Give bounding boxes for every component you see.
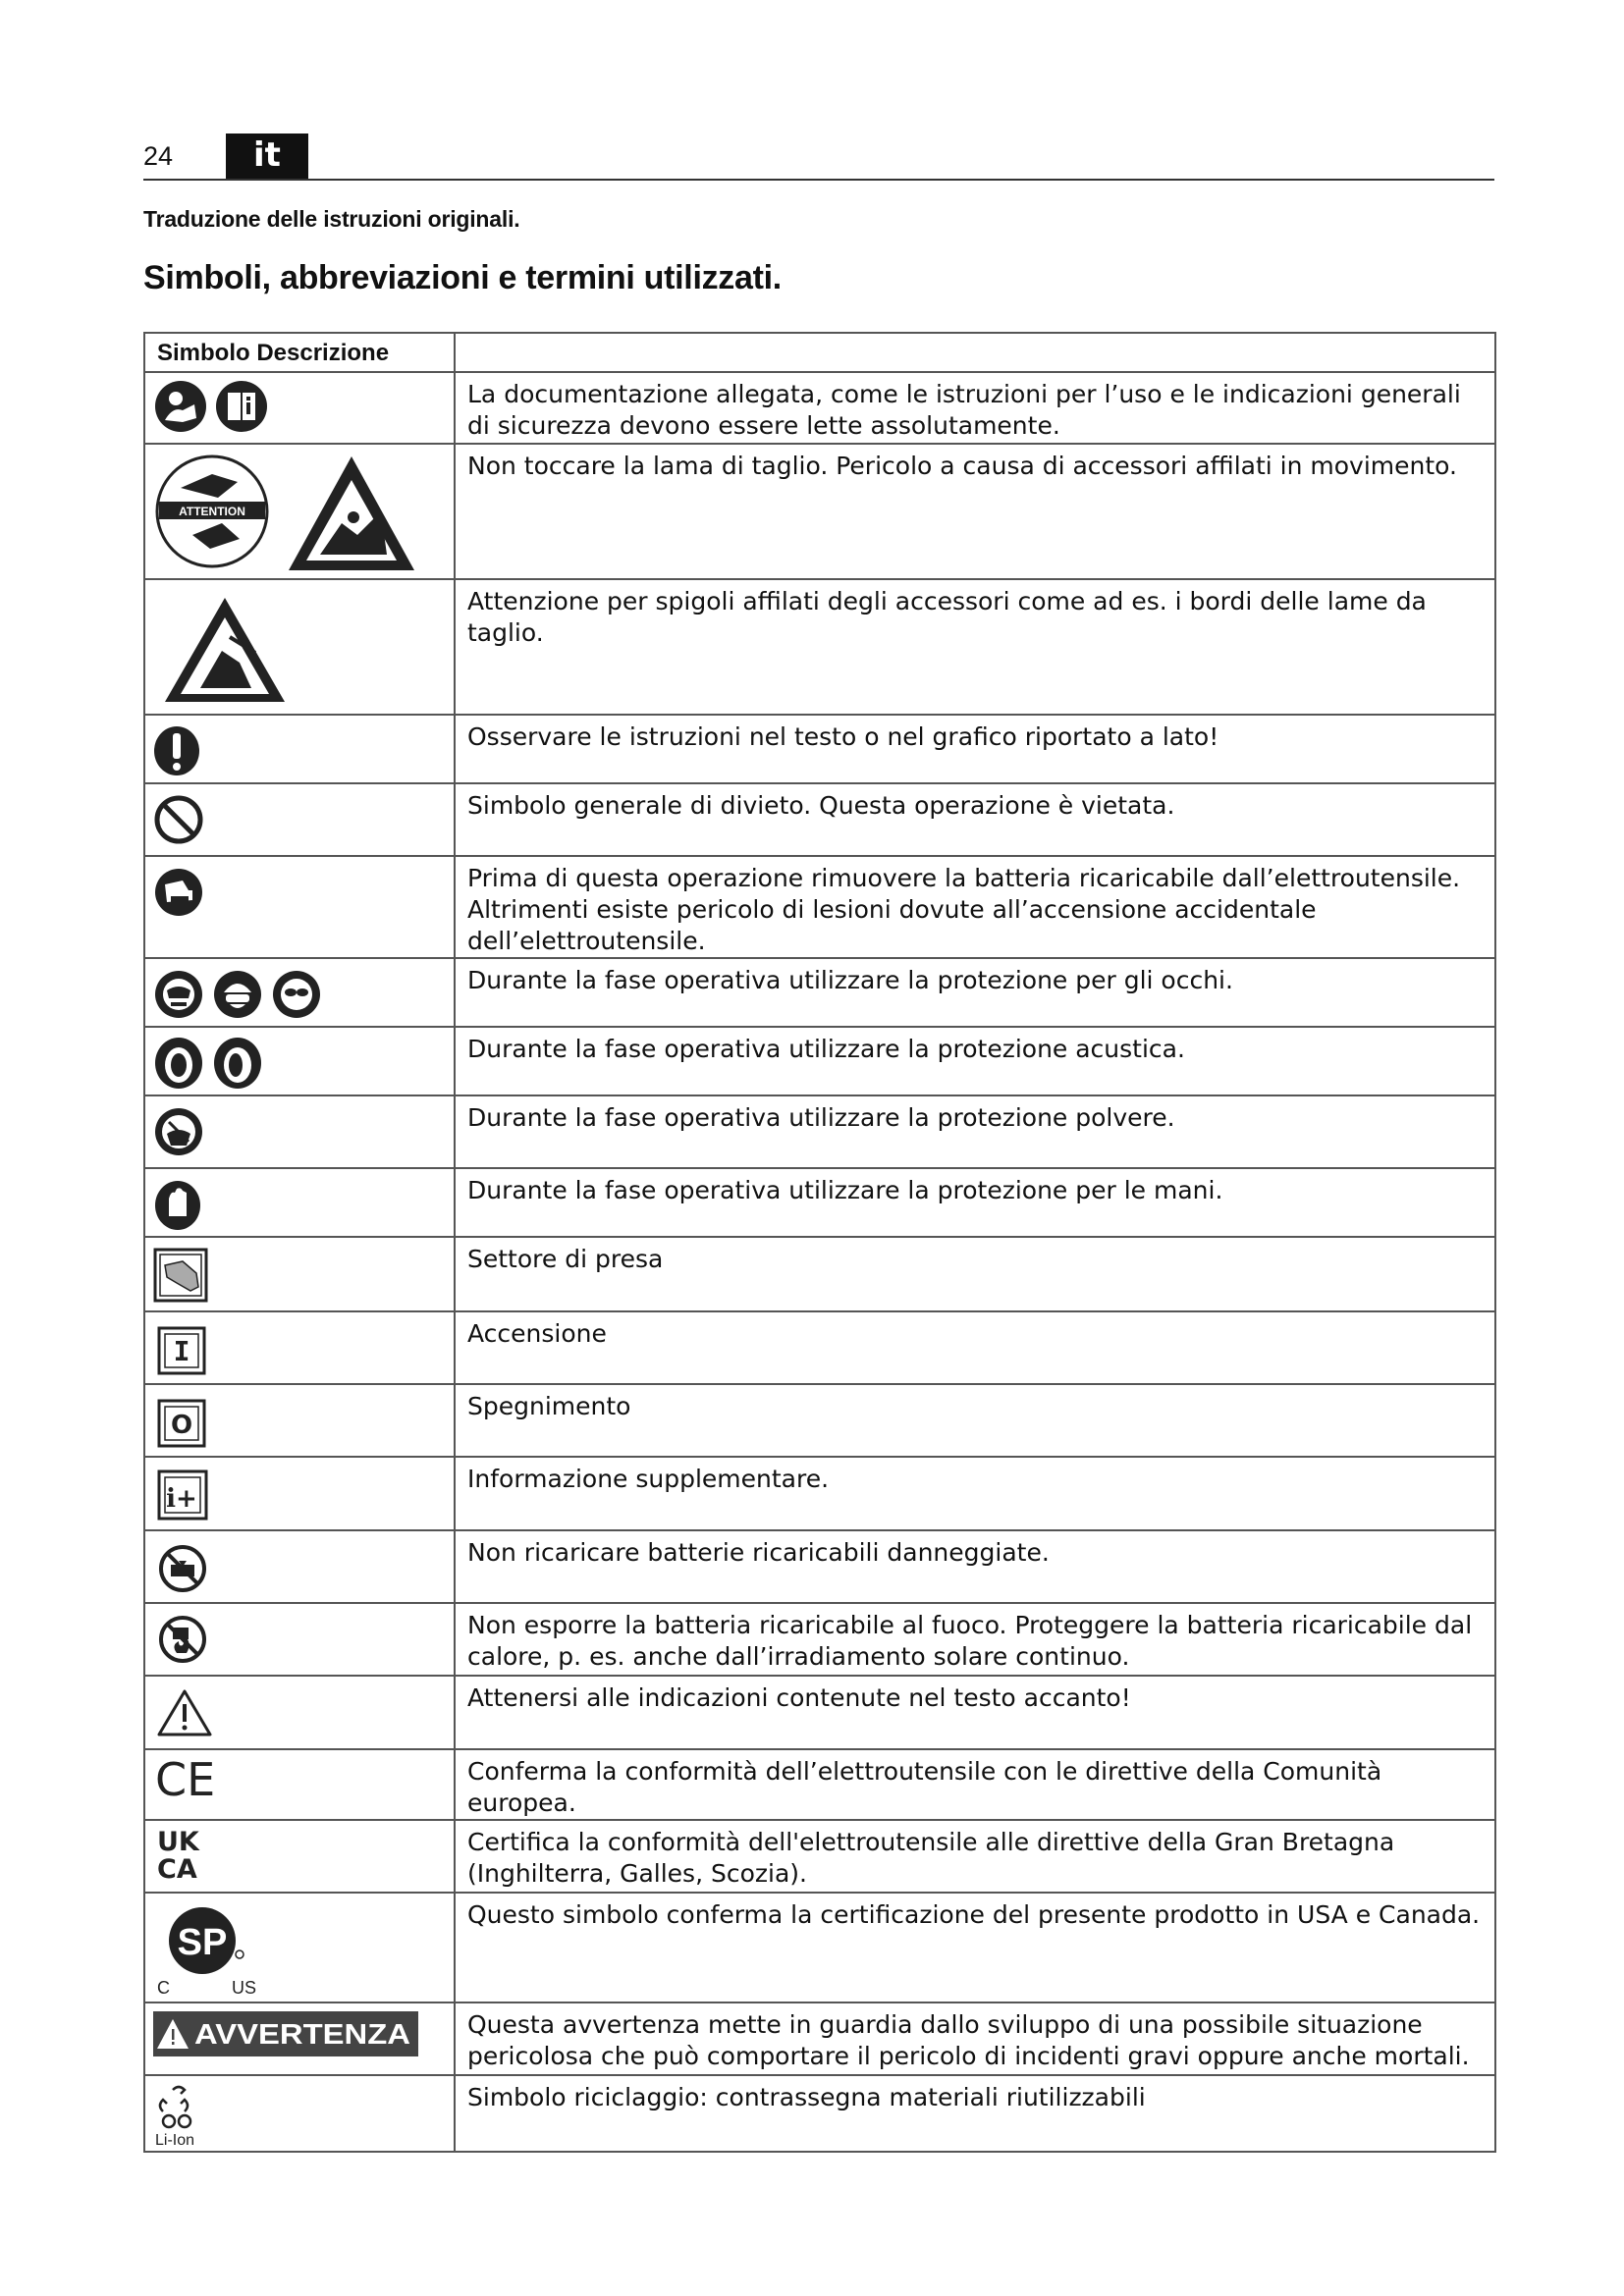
description-cell: Prima di questa operazione rimuovere la batteria ricaricabile dall’elettroutensile. Altrimenti esiste pericolo di lesioni dovute all’accensione accidentale dell’elettroutensile. (455, 856, 1495, 958)
table-row (144, 1749, 1495, 1820)
sharp-edges-warning-icon (161, 594, 289, 706)
read-manual-icon (153, 379, 208, 434)
on-glyph: I (173, 1335, 190, 1367)
avvertenza-label-icon (153, 2011, 418, 2056)
table-row (144, 1027, 1495, 1095)
table-row (144, 1676, 1495, 1749)
table-row (144, 1530, 1495, 1603)
table-row (144, 2075, 1495, 2152)
table-row (144, 715, 1495, 783)
description-cell: Attenersi alle indicazioni contenute nel testo accanto! (455, 1676, 1495, 1749)
table-row (144, 1311, 1495, 1384)
symbols-table (143, 332, 1496, 2153)
description-cell: Accensione (455, 1311, 1495, 1384)
ear-protection-icon (153, 1036, 204, 1091)
table-header-label: Simbolo Descrizione (157, 340, 390, 366)
remove-battery-icon (153, 867, 204, 918)
gloves-icon (153, 1179, 202, 1232)
attention-label: ATTENTION (179, 505, 245, 518)
table-row (144, 1820, 1495, 1893)
description-cell: Non toccare la lama di taglio. Pericolo a causa di accessori affilati in movimento. (455, 444, 1495, 579)
face-shield-icon (153, 969, 204, 1020)
table-row (144, 579, 1495, 715)
dust-mask-icon (153, 1106, 204, 1157)
csa-us-label: US (232, 1978, 257, 1998)
ce-glyph: CE (155, 1756, 216, 1801)
description-cell: Questo simbolo conferma la certificazione del presente prodotto in USA e Canada. (455, 1893, 1495, 2002)
table-row (144, 1095, 1495, 1168)
description-cell: Durante la fase operativa utilizzare la protezione polvere. (455, 1095, 1495, 1168)
ukca-top: UK (157, 1827, 199, 1857)
exclamation-mandatory-icon (153, 725, 200, 776)
description-cell: La documentazione allegata, come le istruzioni per l’uso e le indicazioni generali di sicurezza devono essere lette assolutamente. (455, 372, 1495, 444)
read-info-booklet-icon (214, 379, 269, 434)
cutting-hazard-warning-icon (285, 453, 418, 574)
table-row (144, 1168, 1495, 1237)
description-cell: Settore di presa (455, 1237, 1495, 1311)
page-subtitle: Traduzione delle istruzioni originali. (143, 206, 520, 232)
attention-blade-icon (153, 453, 271, 570)
avvertenza-text: AVVERTENZA (194, 2019, 411, 2051)
grip-area-icon (153, 1248, 208, 1303)
page-header (143, 133, 1494, 183)
table-header-cell (144, 333, 455, 372)
ukca-bottom: CA (157, 1854, 197, 1882)
table-row (144, 1384, 1495, 1457)
description-cell: Spegnimento (455, 1384, 1495, 1457)
description-cell: Simbolo riciclaggio: contrassegna materiali riutilizzabili (455, 2075, 1495, 2152)
table-header-row (144, 333, 1495, 372)
power-on-icon (157, 1326, 206, 1375)
ce-mark-icon (155, 1756, 224, 1801)
page-title: Simboli, abbreviazioni e termini utilizzati. (143, 259, 782, 296)
eye-protection-helmet-icon (212, 969, 263, 1020)
info-plus-icon (157, 1469, 208, 1521)
description-cell: Osservare le istruzioni nel testo o nel grafico riportato a lato! (455, 715, 1495, 783)
table-row (144, 856, 1495, 958)
description-cell: Non esporre la batteria ricaricabile al fuoco. Proteggere la batteria ricaricabile dal calore, p. es. anche dall’irradiamento solare continuo. (455, 1603, 1495, 1676)
description-cell: Simbolo generale di divieto. Questa operazione è vietata. (455, 783, 1495, 856)
power-off-icon (157, 1399, 206, 1448)
description-cell: Attenzione per spigoli affilati degli accessori come ad es. i bordi delle lame da taglio. (455, 579, 1495, 715)
header-rule (143, 179, 1494, 181)
page-number: 24 (143, 141, 174, 171)
no-charge-damaged-battery-icon (157, 1543, 208, 1594)
off-glyph: O (170, 1411, 193, 1440)
description-cell: Informazione supplementare. (455, 1457, 1495, 1530)
table-row (144, 1603, 1495, 1676)
csa-mark-icon (157, 1899, 265, 1998)
recycling-li-ion-icon (155, 2082, 214, 2149)
table-row (144, 1457, 1495, 1530)
ukca-mark-icon (157, 1825, 206, 1882)
table-header-empty-cell (455, 333, 1495, 372)
table-row (144, 372, 1495, 444)
csa-c-label: C (157, 1978, 170, 1998)
table-row (144, 783, 1495, 856)
description-cell: Non ricaricare batterie ricaricabili danneggiate. (455, 1530, 1495, 1603)
table-row (144, 1237, 1495, 1311)
table-row (144, 444, 1495, 579)
warning-triangle-icon (157, 1688, 212, 1737)
description-cell: Durante la fase operativa utilizzare la protezione per gli occhi. (455, 958, 1495, 1027)
description-cell: Durante la fase operativa utilizzare la protezione per le mani. (455, 1168, 1495, 1237)
description-cell: Conferma la conformità dell’elettroutensile con le direttive della Comunità europea. (455, 1749, 1495, 1820)
svg-text:SP: SP (177, 1922, 228, 1963)
safety-goggles-icon (271, 969, 322, 1020)
recycle-label: Li-Ion (155, 2132, 195, 2149)
description-cell: Durante la fase operativa utilizzare la protezione acustica. (455, 1027, 1495, 1095)
table-row (144, 958, 1495, 1027)
table-row (144, 2002, 1495, 2075)
no-fire-battery-icon (157, 1614, 208, 1665)
language-badge: it (226, 133, 308, 179)
table-row (144, 1893, 1495, 2002)
ear-muffs-icon (212, 1036, 263, 1091)
description-cell: Certifica la conformità dell'elettroutensile alle direttive della Gran Bretagna (Inghilterra, Galles, Scozia). (455, 1820, 1495, 1893)
info-glyph: i+ (166, 1484, 197, 1514)
description-cell: Questa avvertenza mette in guardia dallo sviluppo di una possibile situazione pericolosa che può comportare il pericolo di incidenti gravi oppure anche mortali. (455, 2002, 1495, 2075)
prohibition-icon (153, 794, 204, 845)
